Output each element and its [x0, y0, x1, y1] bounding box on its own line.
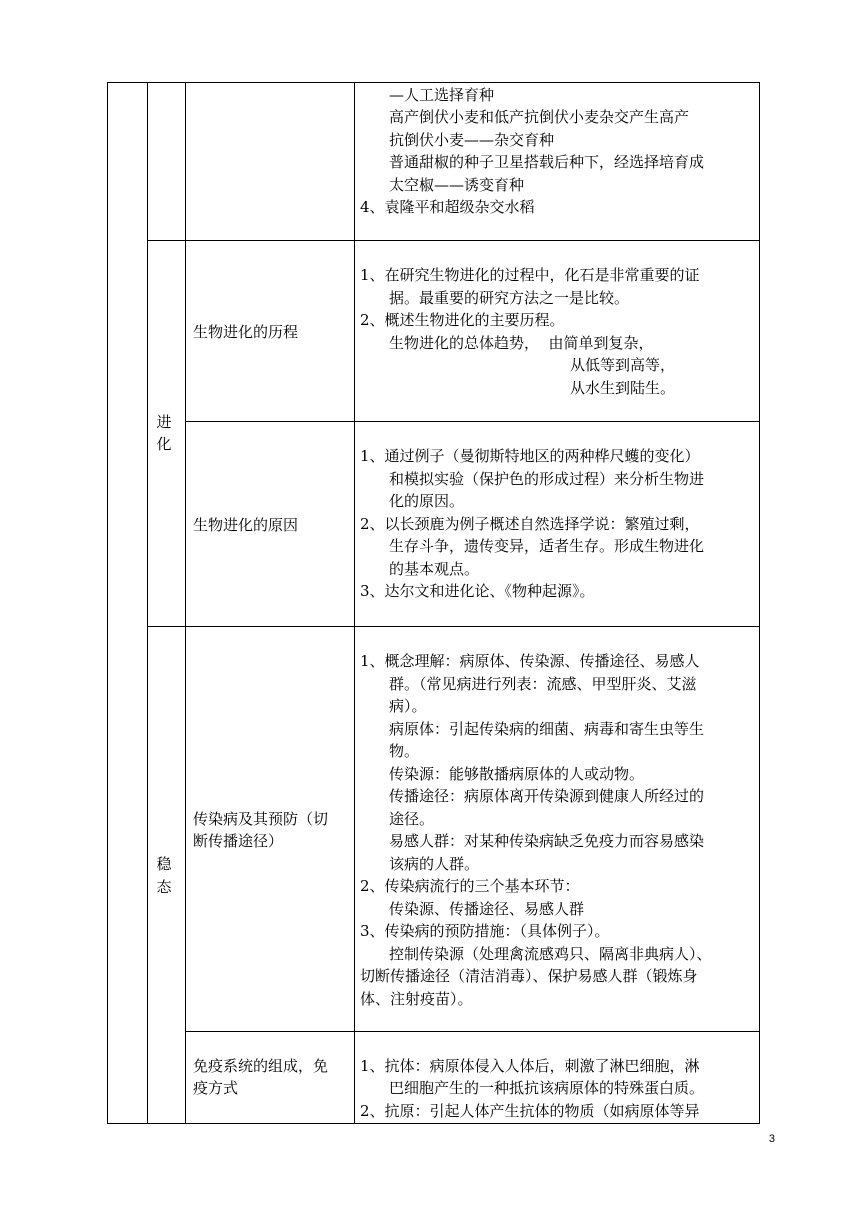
text-line: —人工选择育种: [389, 86, 495, 104]
col-border: [185, 82, 186, 1124]
text-line: 1、概念理解：病原体、传染源、传播途径、易感人: [360, 652, 700, 670]
text-line: 4、袁隆平和超级杂交水稻: [360, 198, 535, 216]
topic-evolution-cause: 生物进化的原因: [193, 516, 299, 534]
text-line: 据。最重要的研究方法之一是比较。: [389, 289, 630, 307]
text-line: 易感人群：对某种传染病缺乏免疫力而容易感染: [389, 832, 705, 850]
label-char: 稳: [156, 855, 172, 873]
text-line: 巴细胞产生的一种抵抗该病原体的特殊蛋白质。: [389, 1079, 705, 1097]
text-line: 生存斗争，遗传变异，适者生存。形成生物进化: [389, 537, 705, 555]
row-divider: [147, 626, 759, 627]
topic-line: 免疫系统的组成，免: [193, 1057, 329, 1075]
text-line: 传染源、传播途径、易感人群: [389, 900, 585, 918]
label-char: 态: [156, 878, 172, 896]
text-line: 2、概述生物进化的主要历程。: [360, 311, 565, 329]
row-divider: [185, 1031, 759, 1032]
text-line: 病原体：引起传染病的细菌、病毒和寄生虫等生: [389, 720, 705, 738]
label-char: 化: [156, 435, 172, 453]
text-line: 从水生到陆生。: [570, 379, 676, 397]
text-line: 和模拟实验（保护色的形成过程）来分析生物进: [389, 470, 705, 488]
text-line: 抗倒伏小麦——杂交育种: [389, 131, 555, 149]
topic-line: 疫方式: [193, 1079, 239, 1097]
text-line: 物。: [389, 742, 420, 760]
col-border: [354, 82, 355, 1124]
text-line: 普通甜椒的种子卫星搭载后种下，经选择培育成: [389, 153, 705, 171]
text-line: 3、达尔文和进化论、《物种起源》。: [360, 582, 595, 600]
text-line: 群。（常见病进行列表：流感、甲型肝炎、艾滋: [389, 675, 697, 693]
col-border: [147, 82, 148, 1124]
text-line: 3、传染病的预防措施：（具体例子）。: [360, 922, 610, 940]
label-char: 进: [156, 413, 172, 431]
row-divider: [185, 421, 759, 422]
text-line: 1、通过例子（曼彻斯特地区的两种桦尺蠖的变化）: [360, 447, 700, 465]
text-line: 高产倒伏小麦和低产抗倒伏小麦杂交产生高产: [389, 108, 690, 126]
topic-line: 断传播途径）: [193, 832, 284, 850]
text-line: 2、传染病流行的三个基本环节：: [360, 877, 580, 895]
topic-evolution-history: 生物进化的历程: [193, 323, 299, 341]
table-top-border: [107, 82, 759, 83]
text-line: 太空椒——诱变育种: [389, 176, 525, 194]
text-line: 2、抗原：引起人体产生抗体的物质（如病原体等异: [360, 1102, 700, 1120]
text-line: 的基本观点。: [389, 560, 480, 578]
table-bottom-border: [107, 1123, 759, 1124]
text-line: 1、抗体：病原体侵入人体后，刺激了淋巴细胞，淋: [360, 1057, 700, 1075]
text-line: 该病的人群。: [389, 855, 480, 873]
text-line: 传播途径：病原体离开传染源到健康人所经过的: [389, 787, 705, 805]
col-border: [759, 82, 760, 1124]
page-number: 3: [768, 1133, 775, 1145]
col-border: [107, 82, 108, 1124]
text-line: 传染源：能够散播病原体的人或动物。: [389, 765, 645, 783]
text-line: 病）。: [389, 697, 427, 715]
text-line: 化的原因。: [389, 492, 465, 510]
text-line: 从低等到高等，: [570, 356, 676, 374]
text-line: 1、在研究生物进化的过程中，化石是非常重要的证: [360, 266, 700, 284]
text-line: 2、以长颈鹿为例子概述自然选择学说：繁殖过剩，: [360, 515, 700, 533]
text-line: 体、注射疫苗）。: [360, 990, 473, 1008]
text-line: 控制传染源（处理禽流感鸡只、隔离非典病人）、: [389, 945, 712, 963]
row-divider: [147, 240, 759, 241]
topic-line: 传染病及其预防（切: [193, 810, 329, 828]
text-line: 切断传播途径（清洁消毒）、保护易感人群（锻炼身: [360, 967, 698, 985]
text-line: 途径。: [389, 810, 435, 828]
text-line: 生物进化的总体趋势， 由简单到复杂，: [389, 334, 654, 352]
